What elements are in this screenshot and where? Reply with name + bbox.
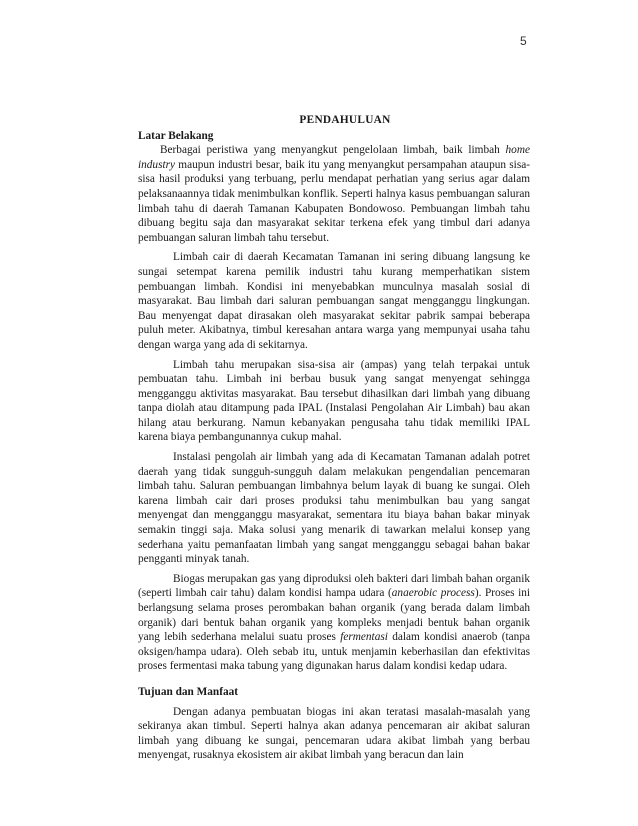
paragraph-1-italic-term: home industry [138, 144, 530, 171]
paragraph-5-text-c: ). Proses ini berlangsung selama proses perombakan bahan organik (yang berada dalam limbah organik) dari bentuk bahan organik yang kompleks menjadi bentuk bahan organik yang lebih sederhana melalui suatu proses [138, 587, 530, 644]
page-number: 5 [520, 34, 527, 48]
paragraph-3: Limbah tahu merupakan sisa-sisa air (ampas) yang telah terpakai untuk pembuatan tahu. Limbah ini berbau busuk yang sangat menyengat sehingga mengganggu aktivitas masyarakat. Bau tersebut dihasilkan dari limbah yang dibuang tanpa diolah atau ditampung pada IPAL (Instalasi Pengolahan Air Limbah) bau akan hilang atau berkurang. Namun kebanyakan pengusaha tahu tidak memiliki IPAL karena biaya pembangunannya cukup mahal. [138, 358, 530, 444]
paragraph-5-text-a: Biogas merupakan gas yang diproduksi oleh bakteri dari limbah bahan organik (seperti limbah cair tahu) dalam kondisi hampa udara ( [138, 572, 530, 600]
paragraph-5 [138, 572, 530, 674]
paragraph-5-italic-term: anaerobic process [391, 587, 475, 600]
section-heading-latar-belakang: Latar Belakang [138, 129, 214, 142]
paragraph-4: Instalasi pengolah air limbah yang ada di Kecamatan Tamanan adalah potret daerah yang tidak sungguh-sungguh dalam melakukan pengendalian pencemaran limbah tahu. Saluran pembuangan limbahnya belum layak di buang ke sungai. Oleh karena limbah cair dari proses produksi tahu menimbulkan bau yang sangat menyengat dan mengganggu masyarakat, sementara itu biaya bahan bakar minyak semakin tinggi saja. Maka solusi yang menarik di tawarkan melalui konsep yang sederhana yaitu pemanfaatan limbah yang sangat mengganggu sebagai bahan bakar pengganti minyak tanah. [138, 451, 530, 566]
paragraph-6: Dengan adanya pembuatan biogas ini akan teratasi masalah-masalah yang sekiranya akan timbul. Seperti halnya akan adanya pencemaran air akibat saluran limbah yang dibuang ke sungai, pencemaran udara akibat limbah yang berbau menyengat, rusaknya ekosistem air akibat limbah yang beracun dan lain [138, 705, 530, 762]
paragraph-5-text-e: dalam kondisi anaerob (tanpa oksigen/hampa udara). Oleh sebab itu, untuk menjamin keberhasilan dan efektivitas proses fermentasi maka tabung yang digunakan harus dalam kondisi kedap udara. [138, 631, 530, 673]
page-title: PENDAHULUAN [299, 114, 391, 126]
section-heading-tujuan-manfaat: Tujuan dan Manfaat [138, 685, 239, 698]
paragraph-1-text-a: Berbagai peristiwa yang menyangkut pengelolaan limbah, baik limbah [160, 144, 506, 157]
paragraph-1-text-c: maupun industri besar, baik itu yang menyangkut persampahan ataupun sisa-sisa hasil produksi yang terbuang, perlu mendapat perhatian yang serius agar dalam pelaksanaannya tidak menimbulkan konflik. Seperti halnya kasus pembuangan saluran limbah tahu di daerah Tamanan Kabupaten Bondowoso. Pembuangan limbah tahu dibuang begitu saja dan masyarakat sekitar terkena efek yang timbul dari adanya pembuangan saluran limbah tahu tersebut. [138, 158, 530, 244]
paragraph-1 [138, 143, 530, 245]
document-body [138, 113, 530, 768]
paragraph-5-italic-fermentasi: fermentasi [340, 631, 388, 644]
paragraph-2: Limbah cair di daerah Kecamatan Tamanan ini sering dibuang langsung ke sungai setempat karena pemilik industri tahu kurang memperhatikan sistem pembuangan limbah. Kondisi ini menyebabkan munculnya masalah sosial di masyarakat. Bau limbah dari saluran pembuangan sangat mengganggu lingkungan. Bau menyengat dapat dirasakan oleh masyarakat sekitar pabrik sampai beberapa puluh meter. Akibatnya, timbul keresahan antara warga yang mempunyai usaha tahu dengan warga yang ada di sekitarnya. [138, 251, 530, 351]
